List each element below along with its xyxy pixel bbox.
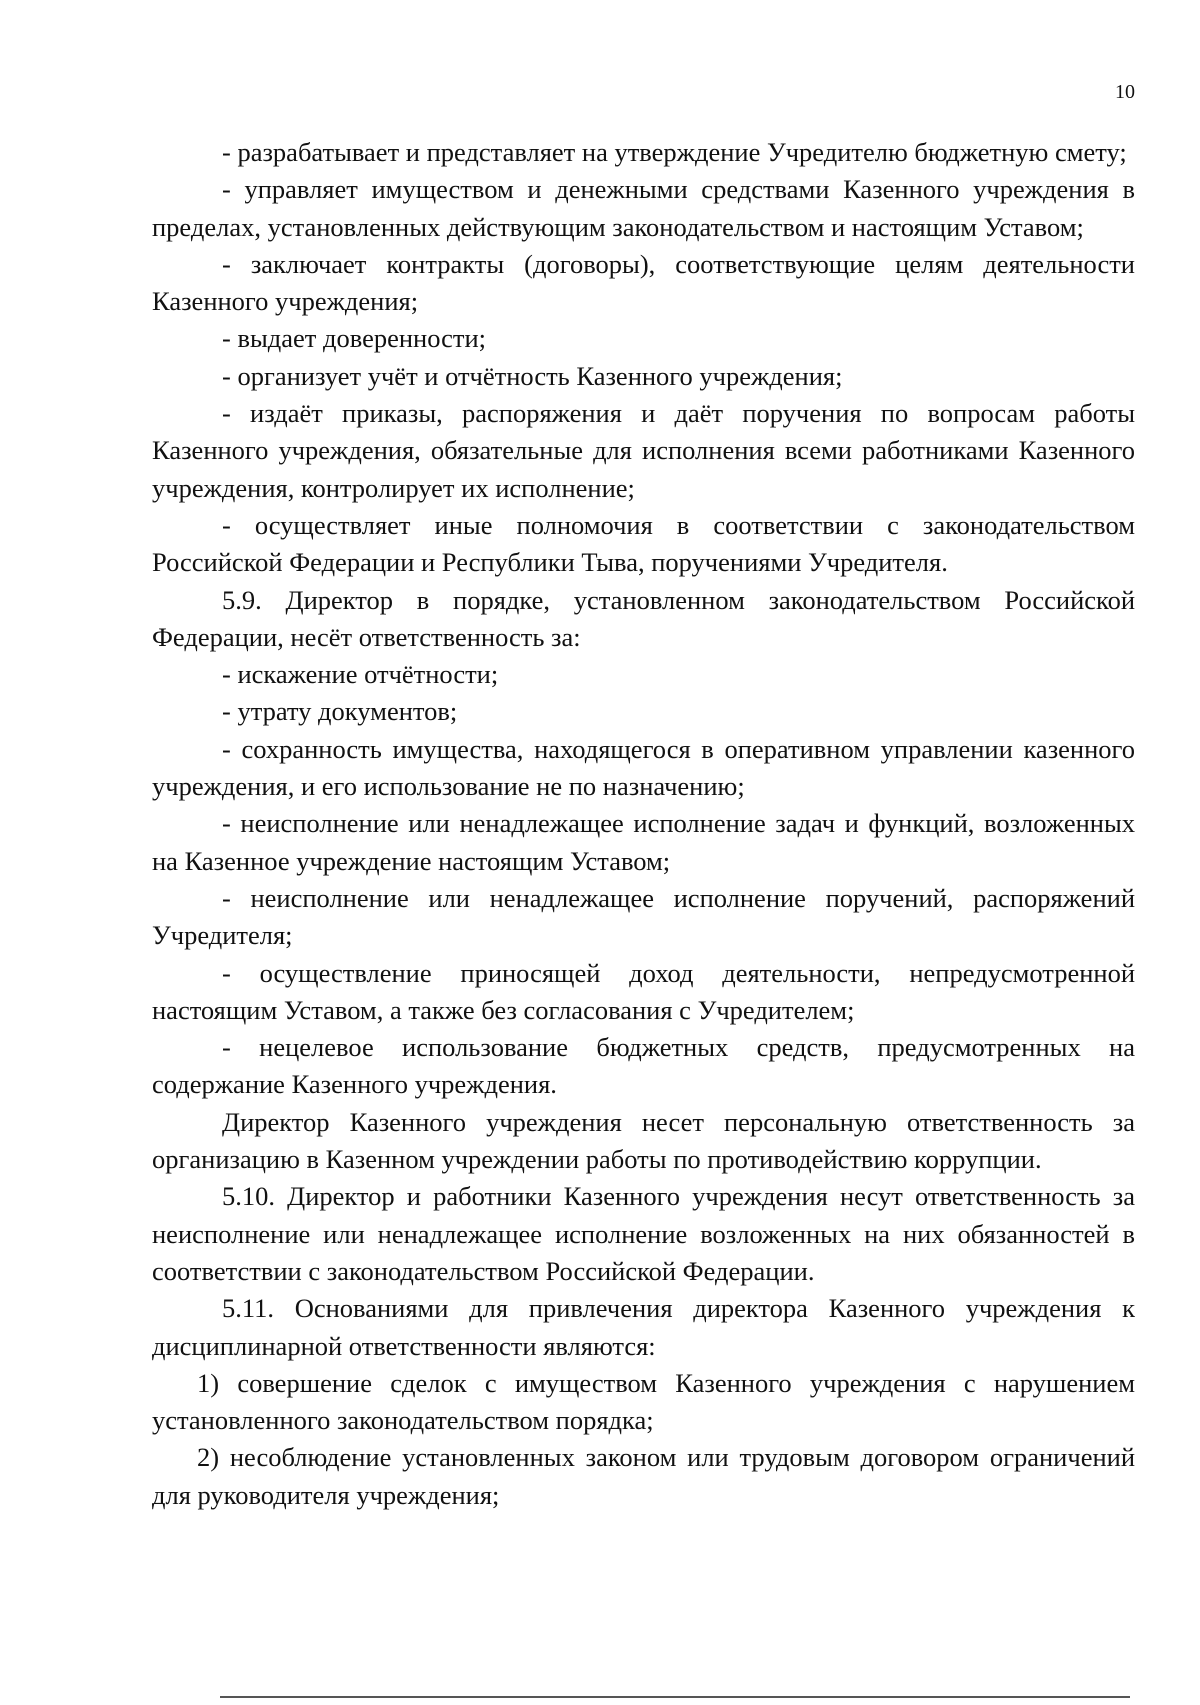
paragraph-orders: - издаёт приказы, распоряжения и даёт поручения по вопросам работы Казенного учреждения, обязательные для исполнения всеми работниками Казенного учреждения, контролирует их исполнение; — [152, 398, 1135, 503]
paragraph-anti-corruption: Директор Казенного учреждения несет персональную ответственность за организацию в Казенном учреждении работы по противодействию коррупции. — [152, 1106, 1135, 1175]
paragraph-budget-estimate: - разрабатывает и представляет на утверждение Учредителю бюджетную смету; — [222, 137, 1127, 167]
scan-edge-line — [220, 1696, 1130, 1698]
paragraph-5-10: 5.10. Директор и работники Казенного учреждения несут ответственность за неисполнение или ненадлежащее исполнение возложенных на них обязанностей в соответствии с законодательством Российской Федерации. — [152, 1181, 1135, 1286]
paragraph-income-activity: - осуществление приносящей доход деятельности, непредусмотренной настоящим Уставом, а также без согласования с Учредителем; — [152, 957, 1135, 1025]
paragraph-5-11: 5.11. Основаниями для привлечения директора Казенного учреждения к дисциплинарной ответственности являются: — [152, 1293, 1135, 1361]
paragraph-property-management: - управляет имуществом и денежными средствами Казенного учреждения в пределах, установленных действующим законодательством и настоящим Уставом; — [152, 174, 1135, 242]
paragraph-misuse-funds: - нецелевое использование бюджетных средств, предусмотренных на содержание Казенного учреждения. — [152, 1032, 1135, 1100]
paragraph-other-powers: - осуществляет иные полномочия в соответствии с законодательством Российской Федерации и Республики Тыва, поручениями Учредителя. — [152, 509, 1135, 578]
paragraph-contracts: - заключает контракты (договоры), соответствующие целям деятельности Казенного учреждения; — [152, 248, 1135, 317]
paragraph-loss-documents: - утрату документов; — [222, 696, 458, 727]
document-body — [152, 134, 1135, 1514]
paragraph-accounting: - организует учёт и отчётность Казенного учреждения; — [222, 360, 843, 391]
paragraph-item-1: 1) совершение сделок с имуществом Казенного учреждения с нарушением установленного законодательством порядка; — [152, 1367, 1135, 1436]
paragraph-item-2: 2) несоблюдение установленных законом или трудовым договором ограничений для руководителя учреждения; — [152, 1442, 1135, 1510]
paragraph-distortion: - искажение отчётности; — [222, 659, 499, 690]
paragraph-power-of-attorney: - выдает доверенности; — [222, 323, 487, 354]
paragraph-founder-orders: - неисполнение или ненадлежащее исполнение поручений, распоряжений Учредителя; — [152, 882, 1135, 951]
paragraph-tasks-functions: - неисполнение или ненадлежащее исполнение задач и функций, возложенных на Казенное учреждение настоящим Уставом; — [152, 808, 1135, 876]
paragraph-property-safety: - сохранность имущества, находящегося в оперативном управлении казенного учреждения, и его использование не по назначению; — [152, 733, 1135, 802]
page-number: 10 — [1115, 81, 1135, 103]
paragraph-5-9: 5.9. Директор в порядке, установленном законодательством Российской Федерации, несёт ответственность за: — [152, 584, 1135, 652]
